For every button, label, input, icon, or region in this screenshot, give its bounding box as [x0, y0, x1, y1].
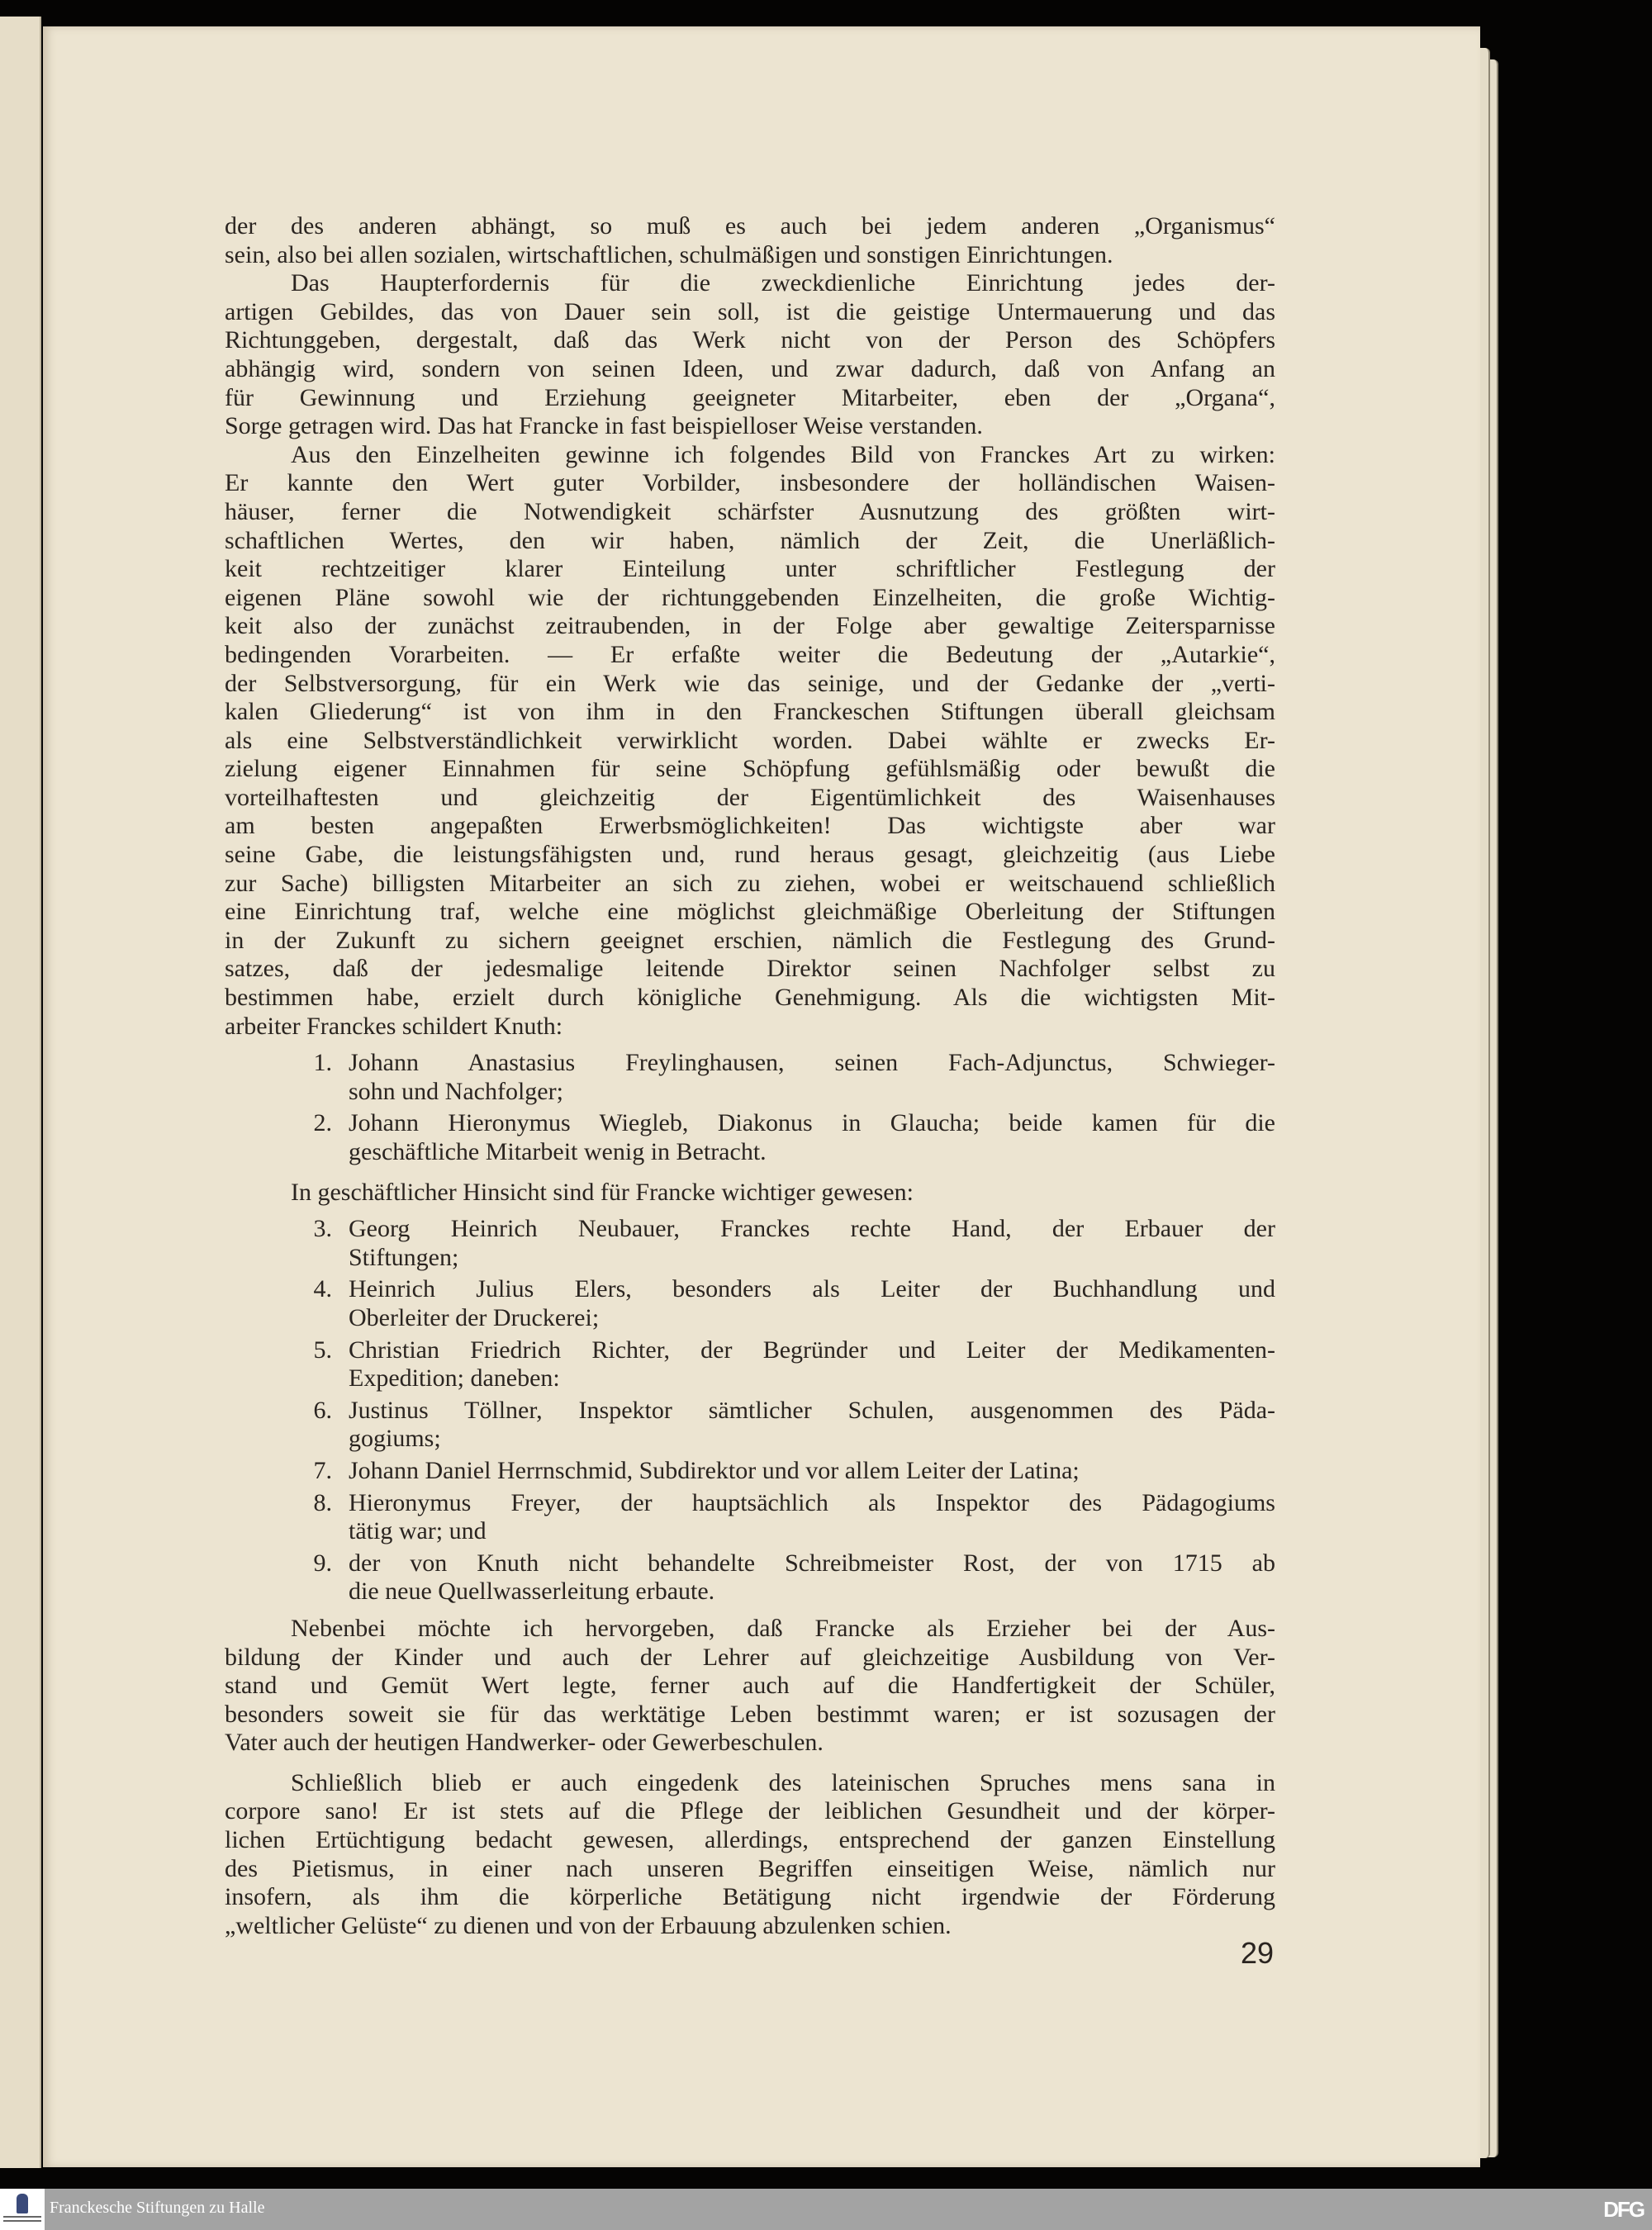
- text-line: bestimmen habe, erzielt durch königliche Genehmigung. Als die wichtigsten Mit-: [225, 984, 1275, 1012]
- text-line: für Gewinnung und Erziehung geeigneter Mitarbeiter, eben der „Organa“,: [225, 383, 1275, 411]
- text-line: der Selbstversorgung, für ein Werk wie das seinige, und der Gedanke der „verti-: [225, 669, 1275, 697]
- list-item: [225, 1457, 1275, 1486]
- text-line: die neue Quellwasserleitung erbaute.: [349, 1578, 715, 1606]
- text-line: der des anderen abhängt, so muß es auch bei jedem anderen „Organismus“: [225, 212, 1275, 240]
- text-line: Sorge getragen wird. Das hat Francke in fast beispielloser Weise verstanden.: [225, 412, 983, 440]
- text-line: Er kannte den Wert guter Vorbilder, insbesondere der holländischen Waisen-: [225, 469, 1275, 497]
- text-line: tätig war; und: [349, 1517, 487, 1545]
- list-intro: In geschäftlicher Hinsicht sind für Francke wichtiger gewesen:: [291, 1178, 914, 1206]
- numbered-list: [225, 1215, 1275, 1606]
- text-line: keit also der zunächst zeitraubenden, in der Folge aber gewaltige Zeitersparnisse: [225, 612, 1275, 640]
- text-line: stand und Gemüt Wert legte, ferner auch auf die Handfertigkeit der Schüler,: [225, 1672, 1275, 1700]
- text-line: arbeiter Franckes schildert Knuth:: [225, 1012, 563, 1040]
- text-line: Vater auch der heutigen Handwerker- oder Gewerbeschulen.: [225, 1729, 824, 1757]
- text-line: Aus den Einzelheiten gewinne ich folgendes Bild von Franckes Art zu wirken:: [291, 440, 1275, 468]
- viewer-footer: [0, 2189, 1652, 2230]
- list-item: [225, 1049, 1275, 1106]
- text-line: Expedition; daneben:: [349, 1364, 560, 1393]
- text-line: gogiums;: [349, 1425, 441, 1453]
- institution-name[interactable]: Franckesche Stiftungen zu Halle: [50, 2199, 265, 2217]
- text-line: Johann Hieronymus Wiegleb, Diakonus in Glaucha; beide kamen für die: [349, 1109, 1275, 1137]
- text-line: Hieronymus Freyer, der hauptsächlich als Inspektor des Pädagogiums: [349, 1488, 1275, 1516]
- list-number: 7.: [313, 1456, 332, 1484]
- text-line: eine Einrichtung traf, welche eine möglichst gleichmäßige Oberleitung der Stiftungen: [225, 898, 1275, 926]
- list-item: [225, 1397, 1275, 1454]
- paragraph: [225, 212, 1275, 269]
- text-line: zielung eigener Einnahmen für seine Schöpfung gefühlsmäßig oder bewußt die: [225, 755, 1275, 783]
- text-line: Das Haupterfordernis für die zweckdienliche Einrichtung jedes der-: [291, 269, 1275, 297]
- text-line: Justinus Töllner, Inspektor sämtlicher Schulen, ausgenommen des Päda-: [349, 1396, 1275, 1424]
- text-line: artigen Gebildes, das von Dauer sein soll, ist die geistige Untermauerung und das: [225, 297, 1275, 325]
- text-line: lichen Ertüchtigung bedacht gewesen, allerdings, entsprechend der ganzen Einstellung: [225, 1826, 1275, 1854]
- text-line: Schließlich blieb er auch eingedenk des lateinischen Spruches mens sana in: [291, 1768, 1275, 1796]
- paragraph: [225, 1769, 1275, 1941]
- text-line: sein, also bei allen sozialen, wirtschaftlichen, schulmäßigen und sonstigen Einrichtungen.: [225, 240, 1113, 268]
- text-line: Richtunggeben, dergestalt, daß das Werk nicht von der Person des Schöpfers: [225, 326, 1275, 354]
- text-line: sohn und Nachfolger;: [349, 1077, 563, 1105]
- institution-logo: [0, 2189, 45, 2230]
- numbered-list: [225, 1049, 1275, 1166]
- text-line: Johann Anastasius Freylinghausen, seinen Fach-Adjunctus, Schwieger-: [349, 1049, 1275, 1077]
- paragraph: [225, 269, 1275, 441]
- text-line: „weltlicher Gelüste“ zu dienen und von der Erbauung abzulenken schien.: [225, 1911, 952, 1939]
- list-item: [225, 1215, 1275, 1272]
- text-line: zur Sache) billigsten Mitarbeiter an sich zu ziehen, wobei er weitschauend schließlich: [225, 869, 1275, 897]
- list-number: 9.: [313, 1549, 332, 1577]
- list-number: 5.: [313, 1336, 332, 1364]
- text-line: häuser, ferner die Notwendigkeit schärfster Ausnutzung des größten wirt-: [225, 497, 1275, 525]
- book-page: [43, 26, 1480, 2167]
- list-item: [225, 1109, 1275, 1166]
- text-line: Johann Daniel Herrnschmid, Subdirektor und vor allem Leiter der Latina;: [349, 1456, 1080, 1484]
- text-line: keit rechtzeitiger klarer Einteilung unter schriftlicher Festlegung der: [225, 555, 1275, 583]
- text-line: geschäftliche Mitarbeit wenig in Betracht.: [349, 1138, 767, 1165]
- text-line: Heinrich Julius Elers, besonders als Leiter der Buchhandlung und: [349, 1275, 1275, 1303]
- text-line: Oberleiter der Druckerei;: [349, 1303, 600, 1331]
- text-line: schaftlichen Wertes, den wir haben, nämlich der Zeit, die Unerläßlich-: [225, 526, 1275, 554]
- list-number: 2.: [313, 1109, 332, 1137]
- text-line: am besten angepaßten Erwerbsmöglichkeiten! Das wichtigste aber war: [225, 812, 1275, 840]
- text-line: Christian Friedrich Richter, der Begründer und Leiter der Medikamenten-: [349, 1336, 1275, 1364]
- list-number: 4.: [313, 1275, 332, 1303]
- paragraph: [225, 1615, 1275, 1758]
- text-line: als eine Selbstverständlichkeit verwirklicht worden. Dabei wählte er zwecks Er-: [225, 726, 1275, 754]
- page-text: [225, 212, 1275, 1940]
- paragraph: [225, 441, 1275, 1041]
- text-line: vorteilhaftesten und gleichzeitig der Eigentümlichkeit des Waisenhauses: [225, 783, 1275, 811]
- text-line: Nebenbei möchte ich hervorgeben, daß Francke als Erzieher bei der Aus-: [291, 1614, 1275, 1642]
- text-line: Georg Heinrich Neubauer, Franckes rechte Hand, der Erbauer der: [349, 1215, 1275, 1243]
- text-line: besonders soweit sie für das werktätige Leben bestimmt waren; er ist sozusagen der: [225, 1700, 1275, 1728]
- text-line: bildung der Kinder und auch der Lehrer auf gleichzeitige Ausbildung von Ver-: [225, 1643, 1275, 1671]
- text-line: in der Zukunft zu sichern geeignet erschien, nämlich die Festlegung des Grund-: [225, 926, 1275, 954]
- text-line: abhängig wird, sondern von seinen Ideen, und zwar dadurch, daß von Anfang an: [225, 354, 1275, 382]
- dfg-logo[interactable]: DFG: [1603, 2197, 1644, 2222]
- text-line: satzes, daß der jedesmalige leitende Direktor seinen Nachfolger selbst zu: [225, 955, 1275, 983]
- text-line: insofern, als ihm die körperliche Betätigung nicht irgendwie der Förderung: [225, 1883, 1275, 1911]
- list-number: 6.: [313, 1396, 332, 1424]
- text-line: Stiftungen;: [349, 1243, 459, 1271]
- page-number: 29: [1241, 1936, 1275, 1970]
- text-line: bedingenden Vorarbeiten. — Er erfaßte weiter die Bedeutung der „Autarkie“,: [225, 640, 1275, 668]
- adjacent-page-edge: [0, 17, 41, 2168]
- list-item: [225, 1336, 1275, 1393]
- list-item: [225, 1275, 1275, 1332]
- text-line: des Pietismus, in einer nach unseren Begriffen einseitigen Weise, nämlich nur: [225, 1854, 1275, 1882]
- text-line: seine Gabe, die leistungsfähigsten und, rund heraus gesagt, gleichzeitig (aus Liebe: [225, 841, 1275, 869]
- text-line: der von Knuth nicht behandelte Schreibmeister Rost, der von 1715 ab: [349, 1549, 1275, 1577]
- list-number: 8.: [313, 1488, 332, 1516]
- text-line: kalen Gliederung“ ist von ihm in den Franckeschen Stiftungen überall gleichsam: [225, 698, 1275, 726]
- list-number: 3.: [313, 1215, 332, 1243]
- list-number: 1.: [313, 1049, 332, 1077]
- list-item: [225, 1489, 1275, 1546]
- text-line: corpore sano! Er ist stets auf die Pflege der leiblichen Gesundheit und der körper-: [225, 1797, 1275, 1825]
- text-line: eigenen Pläne sowohl wie der richtunggebenden Einzelheiten, die große Wichtig-: [225, 583, 1275, 611]
- list-item: [225, 1549, 1275, 1606]
